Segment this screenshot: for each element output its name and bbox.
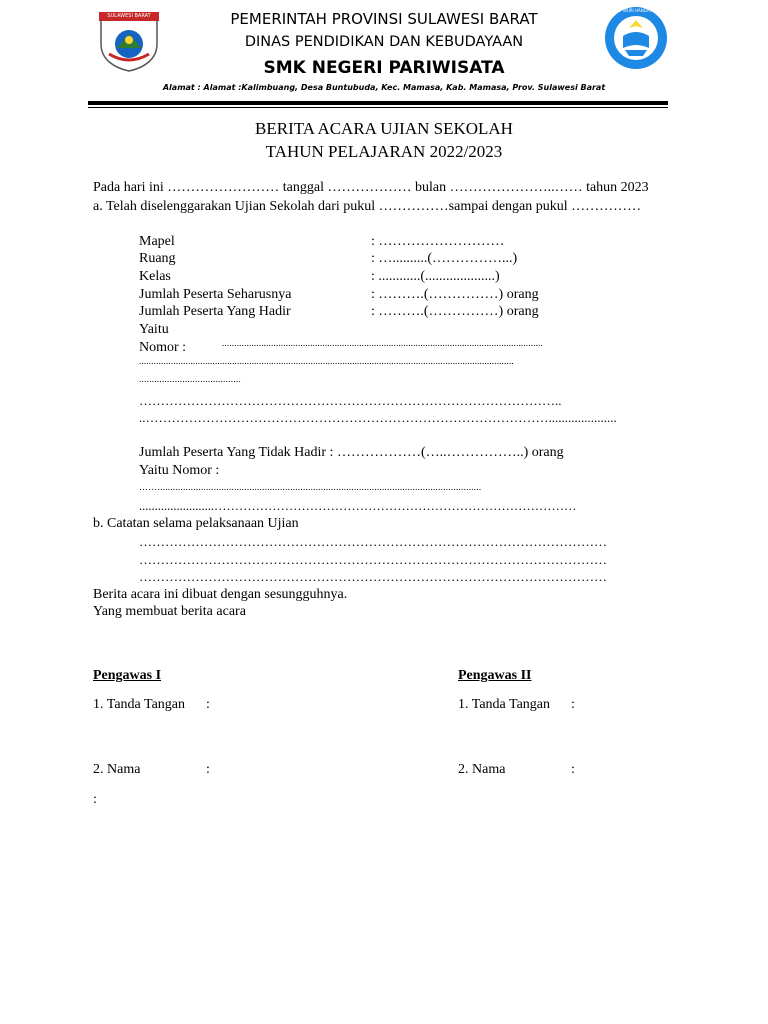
field-label-seharusnya: Jumlah Peserta Seharusnya bbox=[139, 287, 292, 302]
item-b: b. Catatan selama pelaksanaan Ujian bbox=[93, 516, 299, 531]
right-nama-colon: : bbox=[571, 762, 575, 777]
notes-line-3: ……………………………………………………………………………………………… bbox=[139, 569, 607, 584]
nomor-dots: ................................................................................................................................... bbox=[222, 338, 543, 348]
document-title: BERITA ACARA UJIAN SEKOLAH bbox=[255, 119, 513, 138]
field-value-kelas: : ............(....................) bbox=[371, 269, 500, 284]
signature-left-title: Pengawas I bbox=[93, 668, 162, 683]
header-address: Alamat : Alamat :Kalimbuang, Desa Buntubuda, Kec. Mamasa, Kab. Mamasa, Prov. Sulawesi Barat bbox=[162, 83, 606, 92]
yaitu-nomor-label: Yaitu Nomor : bbox=[139, 463, 220, 478]
header-rule-thin bbox=[88, 107, 668, 108]
field-label-kelas: Kelas bbox=[139, 269, 171, 284]
province-logo-banner: SULAWESI BARAT bbox=[107, 13, 151, 19]
yaitu-label: Yaitu bbox=[139, 322, 169, 337]
notes-line-1: ……………………………………………………………………………………………… bbox=[139, 534, 607, 549]
header-department: DINAS PENDIDIKAN DAN KEBUDAYAAN bbox=[244, 34, 524, 50]
field-value-mapel: : ……………………… bbox=[371, 234, 505, 249]
ministry-logo-text: TUT WURI HANDAYANI bbox=[613, 8, 659, 13]
dots-line-3: …………………………………………………………………………………….. bbox=[139, 393, 562, 408]
field-value-ruang: : …..........(……………...) bbox=[371, 251, 518, 266]
signature-right-title: Pengawas II bbox=[458, 668, 532, 683]
dots-line-4: ..…………………………………………………………………………………..................... bbox=[139, 410, 617, 425]
tidak-hadir-line: Jumlah Peserta Yang Tidak Hadir : ………………(…..……………..) orang bbox=[139, 445, 564, 460]
field-label-mapel: Mapel bbox=[139, 234, 175, 249]
left-nama-label: 2. Nama bbox=[93, 762, 141, 777]
stray-colon: : bbox=[93, 792, 97, 807]
document-subtitle: TAHUN PELAJARAN 2022/2023 bbox=[265, 142, 503, 161]
header-government: PEMERINTAH PROVINSI SULAWESI BARAT bbox=[230, 10, 538, 28]
left-nama-colon: : bbox=[206, 762, 210, 777]
left-ttd-colon: : bbox=[206, 697, 210, 712]
field-label-ruang: Ruang bbox=[139, 251, 176, 266]
right-ttd-label: 1. Tanda Tangan bbox=[458, 697, 550, 712]
intro-line: Pada hari ini …………………… tanggal ……………… bulan …………………..…… tahun 2023 bbox=[93, 180, 649, 195]
dots-line-1: ......................................................................................................................................................... bbox=[139, 356, 514, 366]
right-ttd-colon: : bbox=[571, 697, 575, 712]
field-value-hadir: : ……….(……………) orang bbox=[371, 304, 539, 319]
closing-line-2: Yang membuat berita acara bbox=[93, 604, 246, 619]
notes-line-2: ……………………………………………………………………………………………… bbox=[139, 552, 607, 567]
closing-line-1: Berita acara ini dibuat dengan sesungguhnya. bbox=[93, 587, 348, 602]
dots-line-6: ........................…………………………………………………………………………… bbox=[139, 499, 577, 513]
right-nama-label: 2. Nama bbox=[458, 762, 506, 777]
field-value-seharusnya: : ……….(……………) orang bbox=[371, 287, 539, 302]
dots-line-2: ........................................ bbox=[139, 374, 241, 384]
field-label-hadir: Jumlah Peserta Yang Hadir bbox=[139, 304, 291, 319]
item-a: a. Telah diselenggarakan Ujian Sekolah dari pukul ……………sampai dengan pukul …………… bbox=[93, 199, 642, 214]
nomor-label: Nomor : bbox=[139, 340, 187, 355]
left-ttd-label: 1. Tanda Tangan bbox=[93, 697, 185, 712]
header-school-name: SMK NEGERI PARIWISATA bbox=[263, 58, 505, 78]
header-rule-thick bbox=[88, 101, 668, 105]
dots-line-5: ……............................................................................................................................... bbox=[139, 482, 482, 492]
